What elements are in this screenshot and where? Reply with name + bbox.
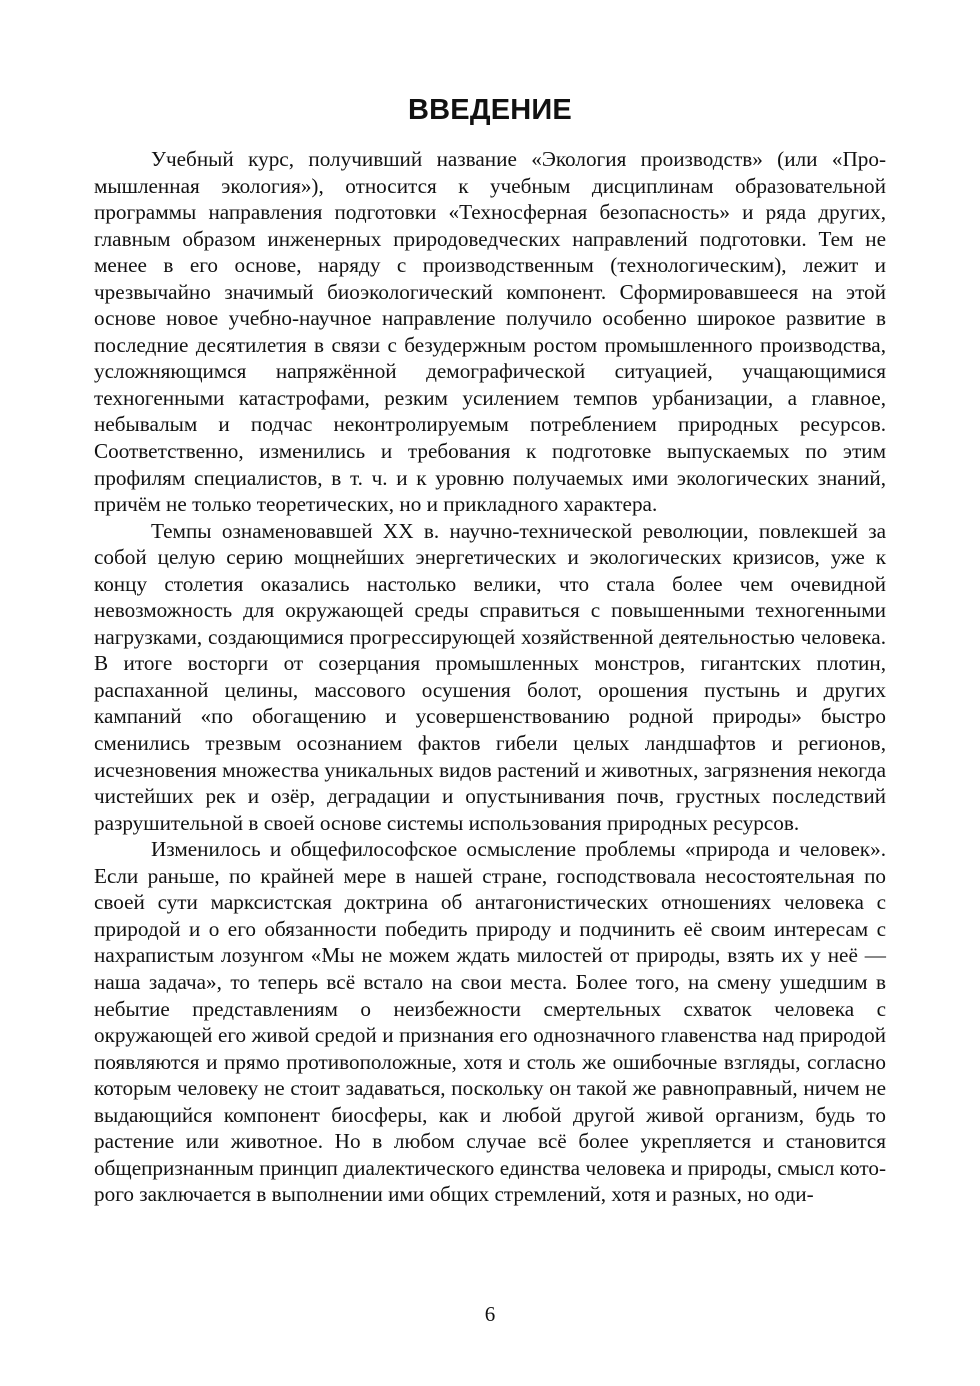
paragraph-2: Темпы ознаменовавшей XX в. научно-технической революции, повлекшей за собой целую серию мощнейших энергетических и экологических кризисов, уже к концу столетия оказались настолько велики, что стала более чем очевидной невозможность для окружающей среды справиться с повышенными техногенными нагрузками, создающимися прогрессирующей хозяйственной деятельностью человека. В итоге восторги от созерцания промышленных монстров, гигантских плотин, распаханной целины, массового осушения болот, орошения пустынь и других кампаний «по обогащению и усовершенствованию родной природы» быстро сменились трезвым осознанием фактов гибели целых ландшафтов и регионов, исчезновения множества уникальных видов растений и животных, загрязнения некогда чистейших рек и озёр, деградации и опустынивания почв, грустных последствий разрушительной в своей основе системы использования природных ресурсов. (94, 518, 886, 835)
page-number: 6 (484, 1302, 496, 1326)
body-text (94, 146, 886, 1208)
paragraph-3: Изменилось и общефилософское осмысление проблемы «природа и человек». Если раньше, по крайней мере в нашей стране, господствовала несостоятельная по своей сути марксистская доктрина об антагонистических отношениях человека с природой и о его обязанности победить природу и подчинить её своим интересам с нахрапистым лозунгом «Мы не можем ждать милостей от природы, взять их у неё — наша задача», то теперь всё встало на свои места. Более того, на смену ушедшим в небытие представлениям о неизбежности смертельных схваток человека с окружающей его живой средой и признания его однозначного главенства над природой появляются и прямо противоположные, хотя и столь же ошибочные взгляды, согласно которым человеку не стоит задаваться, поскольку он такой же равноправный, ничем не выдающийся компонент биосферы, как и любой другой живой организм, будь то растение или животное. Но в любом случае всё более укрепляется и становится общепризнанным принцип диалектического единства человека и природы, смысл которого заключается в выполнении ими общих стремлений, хотя и разных, но оди- (94, 837, 886, 1207)
paragraph-1: Учебный курс, получивший название «Экология производств» (или «Промышленная экология»), относится к учебным дисциплинам образовательной программы направления подготовки «Техносферная безопасность» и ряда других, главным образом инженерных природоведческих направлений подготовки. Тем не менее в его основе, наряду с производственным (технологическим), лежит и чрезвычайно значимый биоэкологический компонент. Сформировавшееся на этой основе новое учебно-научное направление получило особенно широкое развитие в последние десятилетия в связи с безудержным ростом промышленного производства, усложняющимся напряжённой демографической ситуацией, учащающимися техногенными катастрофами, резким усилением темпов урбанизации, а главное, небывалым и подчас неконтролируемым потреблением природных ресурсов. Соответственно, изменились и требования к подготовке выпускаемых по этим профилям специалистов, в т. ч. и к уровню получаемых ими экологических знаний, причём не только теоретических, но и прикладного характера. (94, 147, 886, 517)
page-title: ВВЕДЕНИЕ (408, 94, 572, 126)
